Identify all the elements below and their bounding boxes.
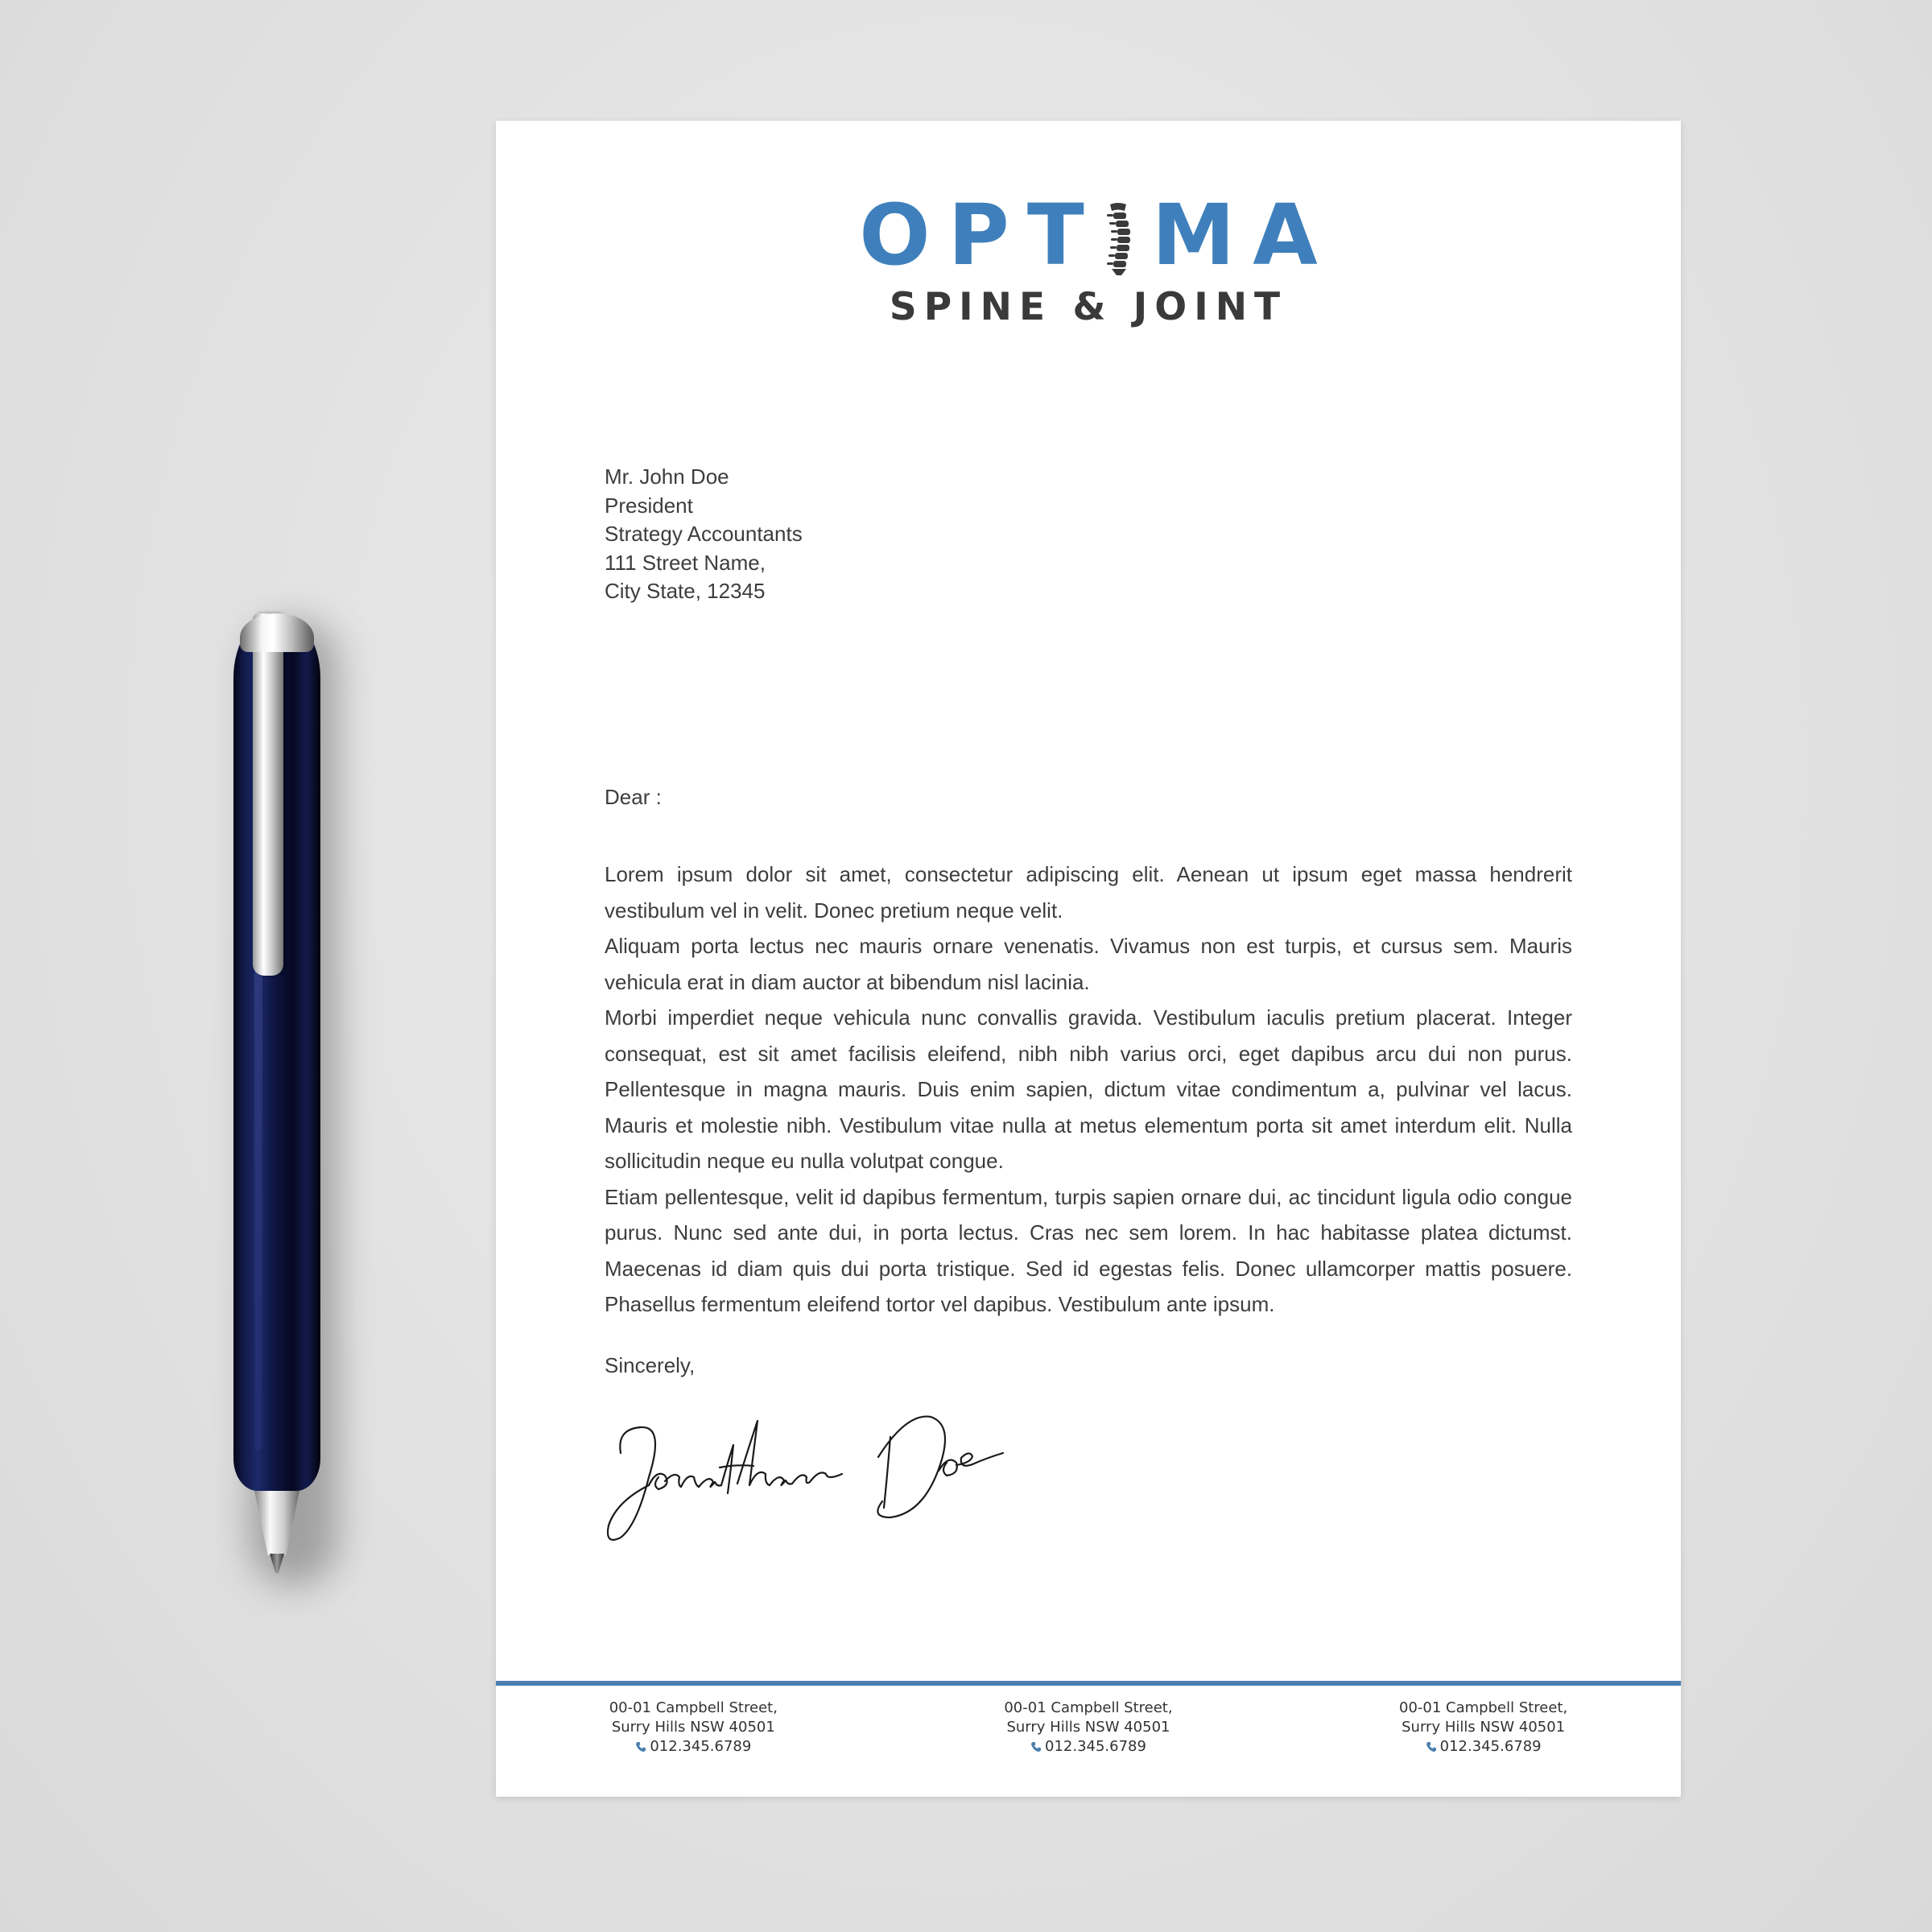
footer-phone [1426, 1737, 1542, 1757]
pen-clip [253, 613, 283, 976]
letter-body [605, 857, 1572, 1323]
recipient-address [605, 463, 1572, 606]
footer-street: 00-01 Campbell Street, [1004, 1699, 1173, 1716]
footer-street: 00-01 Campbell Street, [609, 1699, 778, 1716]
phone-icon [1426, 1741, 1437, 1752]
signature [601, 1284, 1019, 1558]
footer-suburb: Surry Hills NSW 40501 [1402, 1719, 1566, 1736]
logo-wordmark [859, 186, 1335, 284]
body-paragraph: Morbi imperdiet neque vehicula nunc convallis gravida. Vestibulum iaculis pretium placerat. Integer consequat, est sit amet facilisis eleifend, nibh nibh varius orci, eget dapibus arcu dui non purus. Pellentesque in magna mauris. Duis enim sapien, dictum vitae condimentum a, pulvinar vel lacus. Mauris et molestie nibh. Vestibulum vitae nulla at metus elementum porta sit amet interdum elit. Nulla sollicitudin neque eu nulla volutpat congue. [605, 1005, 1572, 1173]
spine-icon [1102, 203, 1134, 275]
recipient-city: City State, 12345 [605, 579, 766, 603]
footer-phone-number: 012.345.6789 [1045, 1738, 1146, 1755]
footer-contact [1363, 1699, 1604, 1758]
logo [496, 186, 1681, 329]
pen-cap [240, 613, 314, 652]
recipient-name: Mr. John Doe [605, 464, 729, 489]
pen [233, 613, 320, 1579]
footer-contact [572, 1699, 814, 1758]
footer-suburb: Surry Hills NSW 40501 [611, 1719, 775, 1736]
salutation: Dear : [605, 785, 662, 809]
logo-subtitle: SPINE & JOINT [889, 285, 1288, 329]
pen-cone [254, 1491, 299, 1555]
footer-street: 00-01 Campbell Street, [1399, 1699, 1568, 1716]
logo-word-start: OPT [859, 186, 1102, 284]
recipient-title: President [605, 493, 693, 518]
letterhead-page [496, 121, 1681, 1797]
body-paragraph: Aliquam porta lectus nec mauris ornare venenatis. Vivamus non est turpis, et cursus sem. Mauris vehicula erat in diam auctor at bibendum nisl lacinia. [605, 934, 1572, 994]
footer-phone [635, 1737, 751, 1757]
body-paragraph: Lorem ipsum dolor sit amet, consectetur adipiscing elit. Aenean ut ipsum eget massa hendrerit vestibulum vel in velit. Donec pretium neque velit. [605, 862, 1572, 923]
footer-rule [496, 1681, 1681, 1686]
footer-phone-number: 012.345.6789 [1439, 1738, 1542, 1755]
footer-suburb: Surry Hills NSW 40501 [1006, 1719, 1170, 1736]
recipient-street: 111 Street Name, [605, 550, 766, 575]
footer [496, 1699, 1681, 1758]
footer-phone [1030, 1737, 1146, 1757]
logo-word-end: MA [1151, 186, 1335, 284]
footer-contact [968, 1699, 1209, 1758]
footer-phone-number: 012.345.6789 [650, 1738, 752, 1755]
body-paragraph: Etiam pellentesque, velit id dapibus fermentum, turpis sapien ornare dui, ac tincidunt ligula odio congue purus. Nunc sed ante dui, in porta lectus. Cras nec sem lorem. In hac habitasse platea dictumst. Maecenas id diam quis dui porta tristique. Sed id egestas felis. Donec ullamcorper mattis posuere. Phasellus fermentum eleifend tortor vel dapibus. Vestibulum ante ipsum. [605, 1184, 1572, 1316]
phone-icon [635, 1741, 646, 1752]
recipient-company: Strategy Accountants [605, 522, 803, 546]
phone-icon [1030, 1741, 1042, 1752]
closing: Sincerely, [605, 1353, 696, 1377]
pen-tip [270, 1554, 284, 1573]
